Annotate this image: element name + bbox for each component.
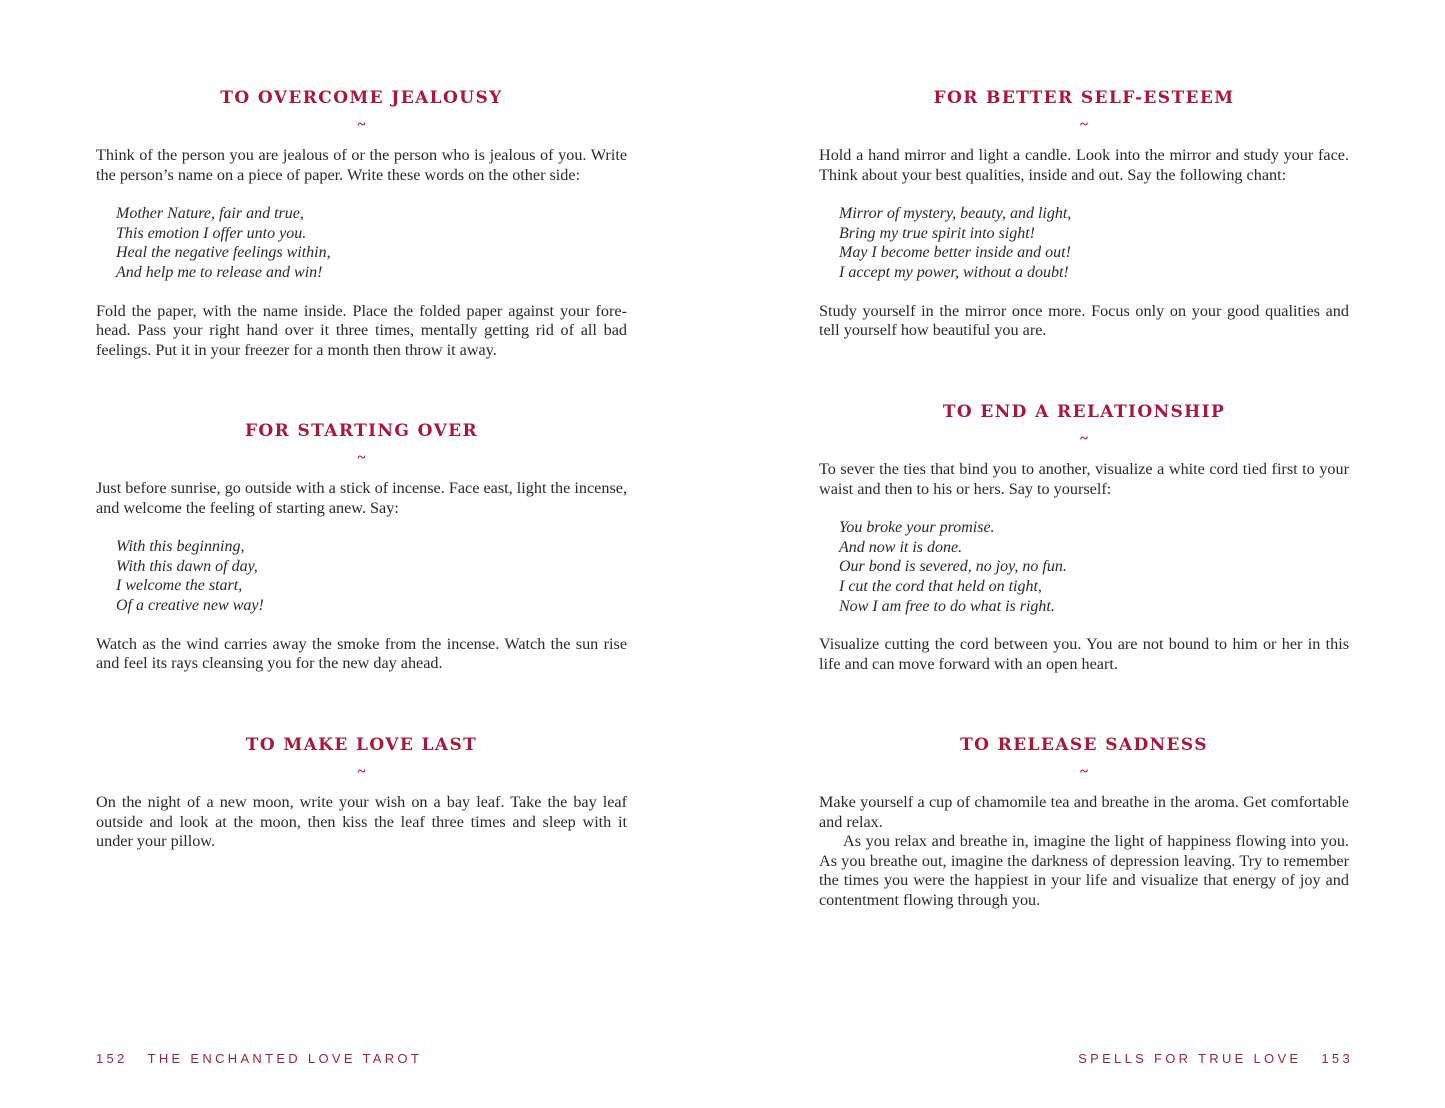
section-make-love-last [96,735,627,852]
verse-line: With this dawn of day, [116,557,258,575]
section-heading: TO MAKE LOVE LAST [245,735,478,755]
verse-line: Heal the negative feelings within, [116,244,331,262]
intro-paragraph: Make yourself a cup of chamomile tea and breathe in the aroma. Get comfortable and relax. [819,793,1349,831]
tilde-divider: ~ [1080,431,1088,447]
verse-line: Of a creative new way! [116,596,264,614]
verse-block [96,204,627,282]
section-release-sadness [819,735,1349,911]
verse-line: Mother Nature, fair and true, [116,205,304,223]
tilde-divider: ~ [357,764,366,780]
intro-paragraph: To sever the ties that bind you to another, visualize a white cord tied first to your waist and then to his or hers. Say to yourself: [819,460,1349,498]
section-starting-over [96,421,627,674]
verse-line: Mirror of mystery, beauty, and light, [839,205,1072,223]
verse-line: And help me to release and win! [116,263,323,281]
verse-block [819,518,1349,616]
verse-line: With this beginning, [116,538,245,556]
section-heading: FOR BETTER SELF-ESTEEM [933,88,1235,108]
right-page [819,0,1349,1108]
section-end-relationship [819,402,1349,674]
right-page-footer [1078,1051,1353,1067]
instruction-paragraph: As you relax and breathe in, imagine the light of happiness flowing into you. As you breathe out, imagine the darkness of depression leaving. Try to remember the times you were the happiest in your life and visualize that energy of joy and contentment flowing through you. [819,832,1349,909]
intro-paragraph: Just before sunrise, go outside with a stick of incense. Face east, light the incense, and welcome the feeling of starting anew. Say: [96,479,627,517]
left-page-footer [96,1051,422,1067]
instruction-paragraph: Visualize cutting the cord between you. You are not bound to him or her in this life and can move forward with an open heart. [819,635,1349,673]
running-head: THE ENCHANTED LOVE TAROT [147,1051,423,1066]
intro-paragraph: Hold a hand mirror and light a candle. Look into the mirror and study your face. Think about your best qualities, inside and out. Say the following chant: [819,146,1349,184]
page-number: 153 [1321,1051,1353,1066]
verse-line: Bring my true spirit into sight! [839,224,1035,242]
verse-line: And now it is done. [839,538,963,556]
intro-paragraph: On the night of a new moon, write your wish on a bay leaf. Take the bay leaf outside and look at the moon, then kiss the leaf three times and sleep with it under your pillow. [96,793,627,851]
tilde-divider: ~ [357,117,366,133]
page-number: 152 [96,1051,128,1066]
intro-paragraph: Think of the person you are jealous of or the person who is jealous of you. Write the person’s name on a piece of paper. Write these words on the other side: [96,146,627,184]
instruction-paragraph: Watch as the wind carries away the smoke from the incense. Watch the sun rise and feel its rays cleansing you for the new day ahead. [96,634,627,673]
left-page [96,0,627,1108]
verse-line: You broke your promise. [839,519,995,537]
tilde-divider: ~ [357,450,366,466]
instruction-paragraph: Fold the paper, with the name inside. Place the folded paper against your forehead. Pass your right hand over it three times, mentally getting rid of all bad feelings. Put it in your freezer for a month then throw it away. [96,301,627,359]
verse-block [819,204,1349,282]
instruction-paragraph: Study yourself in the mirror once more. Focus only on your good qualities and tell yourself how beautiful you are. [819,301,1349,340]
verse-line: May I become better inside and out! [839,244,1071,262]
tilde-divider: ~ [1080,764,1088,780]
section-better-self-esteem [819,88,1349,341]
running-head: SPELLS FOR TRUE LOVE [1078,1051,1302,1066]
section-heading: TO OVERCOME JEALOUSY [220,88,503,108]
section-heading: TO END A RELATIONSHIP [942,402,1226,422]
verse-line: This emotion I offer unto you. [116,224,307,242]
section-heading: TO RELEASE SADNESS [960,735,1208,755]
verse-line: I cut the cord that held on tight, [839,577,1042,595]
verse-block [96,537,627,615]
verse-line: I welcome the start, [116,577,243,595]
tilde-divider: ~ [1080,117,1088,133]
verse-line: Our bond is severed, no joy, no fun. [839,558,1067,576]
section-heading: FOR STARTING OVER [244,421,479,441]
verse-line: Now I am free to do what is right. [839,597,1055,615]
verse-line: I accept my power, without a doubt! [839,263,1069,281]
section-overcome-jealousy [96,88,627,360]
